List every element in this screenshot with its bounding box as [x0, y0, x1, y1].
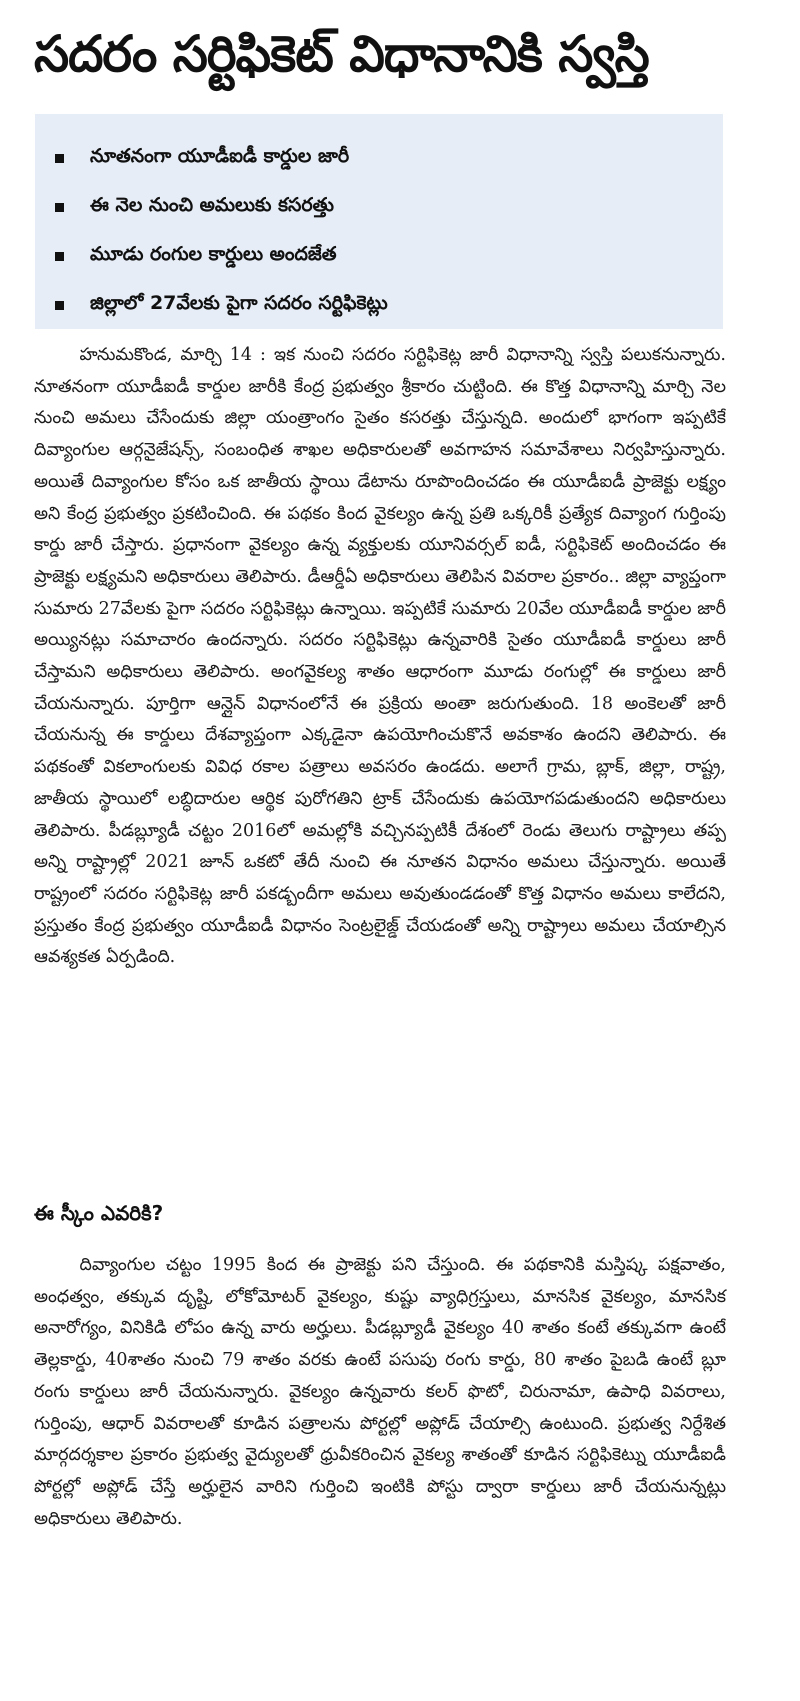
highlight-item — [55, 234, 723, 278]
article-subheading: ఈ స్కీం ఎవరికి? — [34, 1201, 164, 1225]
highlight-text: ఈ నెల నుంచి అమలుకు కసరత్తు — [90, 193, 334, 216]
square-bullet-icon — [55, 301, 64, 310]
highlight-text: జిల్లాలో 27వేలకు పైగా సదరం సర్టిఫికెట్లు — [90, 291, 388, 314]
square-bullet-icon — [55, 154, 64, 163]
highlight-text: నూతనంగా యూడీఐడీ కార్డుల జారీ — [90, 144, 350, 167]
highlight-text: మూడు రంగుల కార్డులు అందజేత — [90, 242, 337, 265]
article-headline: సదరం సర్టిఫికెట్ విధానానికి స్వస్తి — [34, 25, 649, 83]
highlights-list — [55, 136, 723, 327]
article-body-paragraph-2: దివ్యాంగుల చట్టం 1995 కింద ఈ ప్రాజెక్టు పని చేస్తుంది. ఈ పథకానికి మస్తిష్క పక్షవాతం, అంధత్వం, తక్కువ దృష్టి, లోకోమోటర్ వైకల్యం, కుష్టు వ్యాధిగ్రస్తులు, మానసిక వైకల్యం, మానసిక అనారోగ్యం, వినికిడి లోపం ఉన్న వారు అర్హులు. పీడబ్ల్యూడీ వైకల్యం 40 శాతం కంటే తక్కువగా ఉంటే తెల్లకార్డు, 40శాతం నుంచి 79 శాతం వరకు ఉంటే పసుపు రంగు కార్డు, 80 శాతం పైబడి ఉంటే బ్లూ రంగు కార్డులు జారీ చేయనున్నారు. వైకల్యం ఉన్నవారు కలర్ ఫొటో, చిరునామా, ఉపాధి వివరాలు, గుర్తింపు, ఆధార్ వివరాలతో కూడిన పత్రాలను పోర్టల్లో అప్లోడ్ చేయాల్సి ఉంటుంది. ప్రభుత్వ నిర్దేశిత మార్గదర్శకాల ప్రకారం ప్రభుత్వ వైద్యులతో ధ్రువీకరించిన వైకల్య శాతంతో కూడిన సర్టిఫికెట్ను యూడీఐడీ పోర్టల్లో అప్లోడ్ చేస్తే అర్హులైన వారిని గుర్తించి ఇంటికి పోస్టు ద్వారా కార్డులు జారీ చేయనున్నట్లు అధికారులు తెలిపారు. — [34, 1255, 726, 1529]
highlight-item — [55, 185, 723, 229]
highlight-item — [55, 283, 723, 327]
article-body-paragraph-1: హనుమకొండ, మార్చి 14 : ఇక నుంచి సదరం సర్టిఫికెట్ల జారీ విధానాన్ని స్వస్తి పలుకనున్నారు. నూతనంగా యూడీఐడీ కార్డుల జారీకి కేంద్ర ప్రభుత్వం శ్రీకారం చుట్టింది. ఈ కొత్త విధానాన్ని మార్చి నెల నుంచి అమలు చేసేందుకు జిల్లా యంత్రాంగం సైతం కసరత్తు చేస్తున్నది. అందులో భాగంగా ఇప్పటికే దివ్యాంగుల ఆర్గనైజేషన్స్, సంబంధిత శాఖల అధికారులతో అవగాహన సమావేశాలు నిర్వహిస్తున్నారు. అయితే దివ్యాంగుల కోసం ఒక జాతీయ స్థాయి డేటాను రూపొందించడం ఈ యూడీఐడీ ప్రాజెక్టు లక్ష్యం అని కేంద్ర ప్రభుత్వం ప్రకటించింది. ఈ పథకం కింద వైకల్యం ఉన్న ప్రతి ఒక్కరికీ ప్రత్యేక దివ్యాంగ గుర్తింపు కార్డు జారీ చేస్తారు. ప్రధానంగా వైకల్యం ఉన్న వ్యక్తులకు యూనివర్సల్ ఐడీ, సర్టిఫికెట్ అందించడం ఈ ప్రాజెక్టు లక్ష్యమని అధికారులు తెలిపారు. డీఆర్డీఏ అధికారులు తెలిపిన వివరాల ప్రకారం.. జిల్లా వ్యాప్తంగా సుమారు 27వేలకు పైగా సదరం సర్టిఫికెట్లు ఉన్నాయి. ఇప్పటికే సుమారు 20వేల యూడీఐడీ కార్డుల జారీ అయ్యినట్లు సమాచారం ఉందన్నారు. సదరం సర్టిఫికెట్లు ఉన్నవారికి సైతం యూడీఐడీ కార్డులు జారీ చేస్తామని అధికారులు తెలిపారు. అంగవైకల్య శాతం ఆధారంగా మూడు రంగుల్లో ఈ కార్డులు జారీ చేయనున్నారు. పూర్తిగా ఆన్లైన్ విధానంలోనే ఈ ప్రక్రియ అంతా జరుగుతుంది. 18 అంకెలతో జారీ చేయనున్న ఈ కార్డులు దేశవ్యాప్తంగా ఎక్కడైనా ఉపయోగించుకొనే అవకాశం ఉందని తెలిపారు. ఈ పథకంతో వికలాంగులకు వివిధ రకాల పత్రాలు అవసరం ఉండదు. అలాగే గ్రామ, బ్లాక్, జిల్లా, రాష్ట్ర, జాతీయ స్థాయిలో లబ్ధిదారుల ఆర్థిక పురోగతిని ట్రాక్ చేసేందుకు ఉపయోగపడుతుందని అధికారులు తెలిపారు. పీడబ్ల్యూడీ చట్టం 2016లో అమల్లోకి వచ్చినప్పటికీ దేశంలో రెండు తెలుగు రాష్ట్రాలు తప్ప అన్ని రాష్ట్రాల్లో 2021 జూన్ ఒకటో తేదీ నుంచి ఈ నూతన విధానం అమలు చేస్తున్నారు. అయితే రాష్ట్రంలో సదరం సర్టిఫికెట్ల జారీ పకడ్బందీగా అమలు అవుతుండడంతో కొత్త విధానం అమలు కాలేదని, ప్రస్తుతం కేంద్ర ప్రభుత్వం యూడీఐడీ విధానం సెంట్రలైజ్డ్ చేయడంతో అన్ని రాష్ట్రాలు అమలు చేయాల్సిన ఆవశ్యకత ఏర్పడింది. — [34, 345, 726, 968]
square-bullet-icon — [55, 252, 64, 261]
square-bullet-icon — [55, 203, 64, 212]
highlights-box — [35, 114, 723, 329]
highlight-item — [55, 136, 723, 180]
